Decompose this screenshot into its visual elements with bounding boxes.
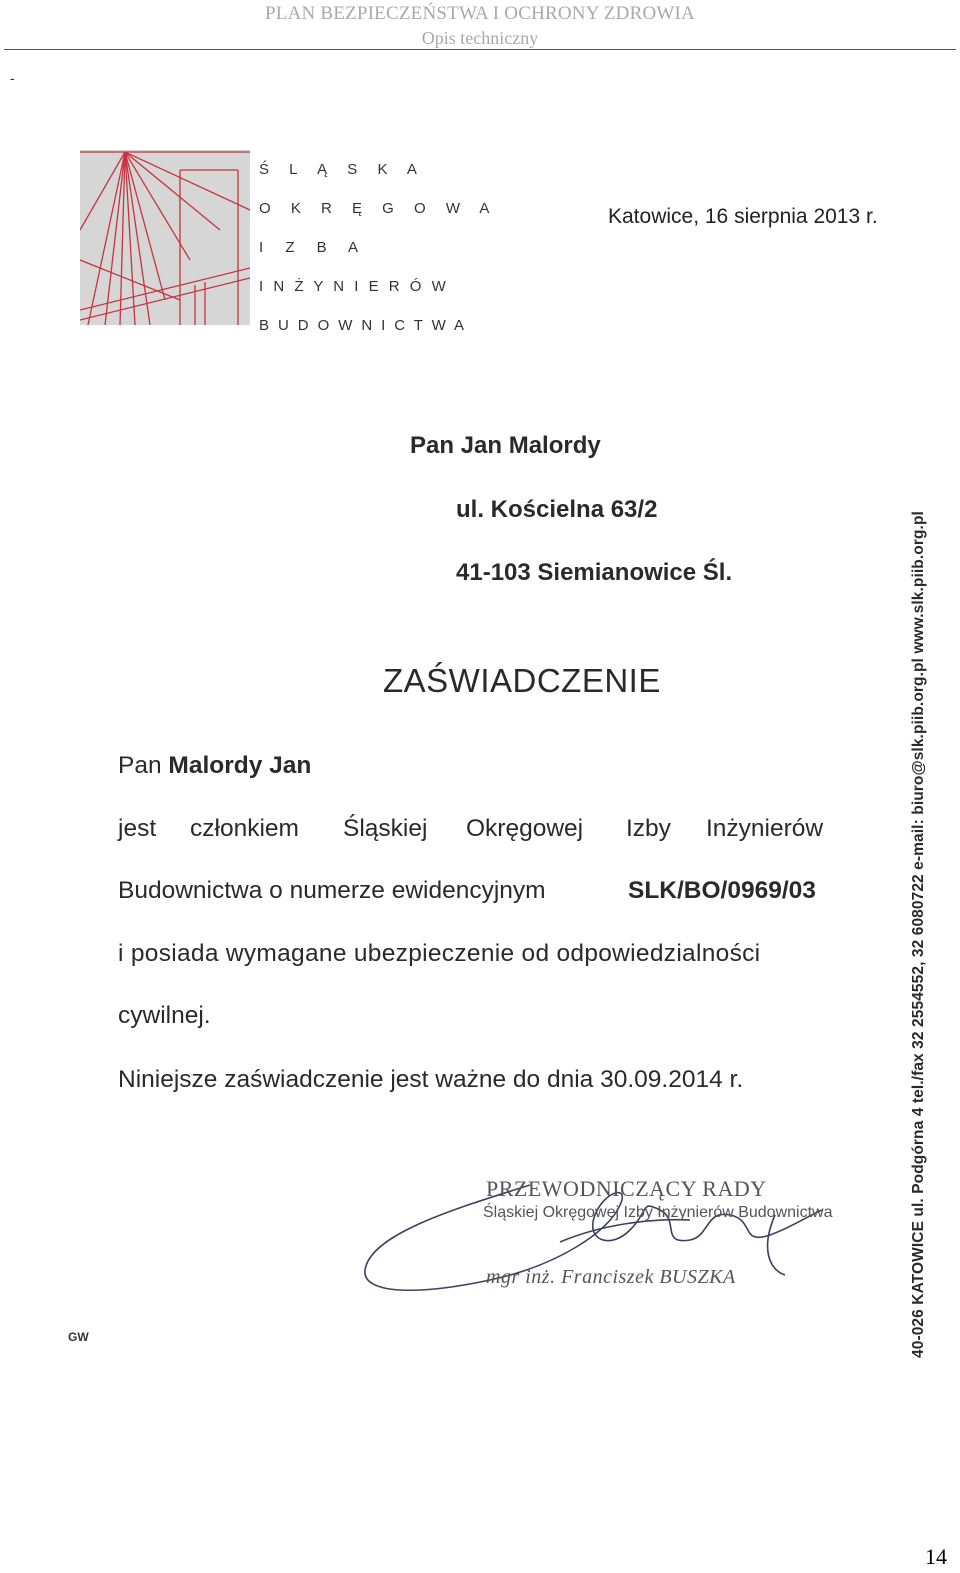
logo-line: O K R Ę G O W A — [259, 200, 498, 217]
stamp-organization: Śląskiej Okręgowej Izby Inżynierów Budownictwa — [483, 1204, 833, 1221]
registration-number: SLK/BO/0969/03 — [628, 877, 816, 904]
salutation-name: Malordy Jan — [168, 752, 312, 779]
sidebar-contact: 40-026 KATOWICE ul. Podgórna 4 tel./fax 32 2554552, 32 6080722 e-mail: biuro@slk.piib.org.pl www.slk.piib.org.pl — [910, 511, 927, 1358]
body-word: Śląskiej — [343, 815, 428, 842]
certificate-title: ZAŚWIADCZENIE — [383, 662, 661, 699]
letter-date: Katowice, 16 sierpnia 2013 r. — [608, 205, 878, 228]
recipient-city: 41-103 Siemianowice Śl. — [456, 559, 733, 586]
document-title: PLAN BEZPIECZEŃSTWA I OCHRONY ZDROWIA — [265, 3, 695, 24]
scan-mark: - — [10, 70, 15, 86]
header-divider — [4, 49, 956, 50]
logo-line: I N Ż Y N I E R Ó W — [259, 278, 449, 295]
salutation — [118, 752, 311, 780]
page-number: 14 — [925, 1544, 947, 1569]
logo-line: B U D O W N I C T W A — [259, 317, 467, 334]
body-line-4: cywilnej. — [118, 1002, 211, 1029]
initials: GW — [68, 1330, 89, 1344]
chamber-logo-icon — [80, 150, 250, 325]
body-word: członkiem — [190, 815, 299, 842]
recipient-name: Pan Jan Malordy — [410, 432, 601, 459]
body-line-2 — [118, 877, 816, 905]
document-subtitle: Opis techniczny — [421, 28, 539, 48]
body-line-3: i posiada wymagane ubezpieczenie od odpowiedzialności — [118, 940, 761, 967]
body-text: Budownictwa o numerze ewidencyjnym — [118, 877, 546, 904]
logo-line: Ś L Ą S K A — [259, 161, 425, 178]
body-word: Okręgowej — [466, 815, 584, 842]
validity-statement: Niniejsze zaświadczenie jest ważne do dnia 30.09.2014 r. — [118, 1066, 744, 1093]
body-word: Inżynierów — [706, 815, 824, 842]
stamp-signatory: mgr inż. Franciszek BUSZKA — [486, 1266, 736, 1288]
logo-line: I Z B A — [259, 239, 368, 256]
stamp-title: PRZEWODNICZĄCY RADY — [486, 1176, 767, 1201]
salutation-prefix: Pan — [118, 752, 162, 779]
body-word: jest — [118, 815, 157, 842]
recipient-street: ul. Kościelna 63/2 — [456, 496, 658, 523]
body-word: Izby — [626, 815, 671, 842]
chamber-logo-text — [259, 150, 497, 345]
